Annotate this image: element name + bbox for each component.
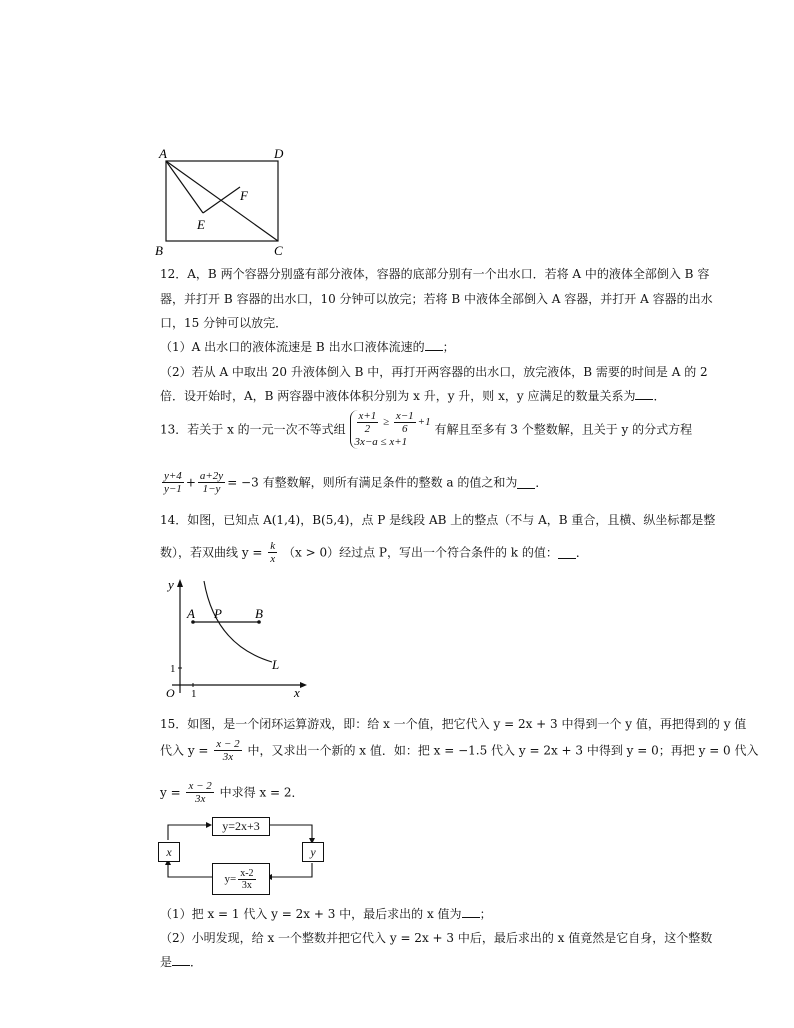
box-fraction [212,863,270,895]
q15-part2b [160,954,202,970]
box-fraction-pre: y= [224,873,237,885]
fraction-denominator: y−1 [164,483,182,495]
label-E: E [197,217,205,232]
label-A: A [187,606,195,621]
answer-blank [425,339,443,351]
answer-blank [558,547,576,559]
fraction-denominator: x [270,553,276,565]
q12-part2b [160,388,665,404]
q15-part2b-text: 是 [160,955,173,969]
answer-blank [635,388,653,400]
label-A: A [159,146,167,161]
q13-line1 [160,410,692,449]
q12-part1-text: （1）A 出水口的液体流速是 B 出水口液体流速的 [160,340,425,354]
inequality-system [350,410,431,449]
label-y: y [168,577,174,592]
fraction [162,470,184,495]
fraction-denominator: 3x [194,793,206,805]
q13-eq-post: 有整数解，则所有满足条件的整数 a 的值之和为 [262,475,518,490]
q12-part1 [160,339,455,355]
q13-end: ． [535,475,548,490]
diagonal-ac [166,161,278,241]
q13-line2 [160,470,547,495]
arrow-top-to-y [268,825,312,840]
label-C: C [274,243,283,258]
arrow-y-to-bottom [270,863,312,877]
segment-ae [166,161,203,213]
q14-line2-b: （x > 0）经过点 P，写出一个符合条件的 k 的值： [283,545,558,560]
q13-post: 有解且至多有 3 个整数解，且关于 y 的分式方程 [434,422,693,437]
fraction-numerator: x−1 [395,410,414,422]
label-x-one: 1 [191,688,197,700]
label-x: x [294,685,300,700]
q12-part2b-end: ． [653,389,666,403]
label-B: B [155,243,163,258]
fraction-numerator: x-2 [240,867,254,879]
label-D: D [274,146,284,161]
label-y-one: 1 [170,663,176,675]
arrow-bottom-to-x [168,863,212,877]
q15-line3 [160,780,304,805]
rectangle-figure [150,145,300,260]
inequality-2: 3x−a ≤ x+1 [354,436,408,448]
fraction [394,410,416,435]
q12-part2b-text: 倍．设开始时，A，B 两容器中液体体积分别为 x 升，y 升，则 x，y 应满足的数量关系为 [160,389,636,403]
fraction [357,410,379,435]
label-B: B [255,606,263,621]
q14-line2-a: 数），若双曲线 y = [160,545,263,560]
q13-pre: 13．若关于 x 的一元一次不等式组 [160,422,346,437]
equation-rhs: = −3 [227,475,259,490]
hyperbola-graph [160,575,310,700]
arrow-x-to-top [168,825,208,840]
q14-line2 [160,540,588,565]
fraction [186,780,213,805]
q15-line2 [160,738,759,763]
plus-sign: + [185,475,196,490]
fraction-numerator: y+4 [164,470,182,482]
fraction [268,540,277,565]
q14-end: ． [575,545,588,560]
answer-blank [462,906,480,918]
y-axis-arrow-icon [177,579,183,587]
fraction [214,738,241,763]
fraction-numerator: k [270,540,276,552]
fraction-numerator: x − 2 [188,780,212,792]
q12-line2: 器，并打开 B 容器的出水口，10 分钟可以放完；若将 B 中液体全部倒入 A 容器，并打开 A 容器的出水 [160,292,713,306]
label-P: P [214,606,222,621]
box-x: x [158,842,180,862]
x-axis-arrow-icon [300,682,307,688]
q15-line3-b: 中求得 x = 2． [219,785,304,800]
fraction-numerator: x − 2 [216,738,240,750]
q15-line1: 15．如图，是一个闭环运算游戏，即：给 x 一个值，把它代入 y = 2x + 3 中得到一个 y 值，再把得到的 y 值 [160,717,747,731]
ge-sign: ≥ [383,416,390,429]
fraction-denominator: 2 [364,423,371,435]
answer-blank [172,954,190,966]
q12-part2a: （2）若从 A 中取出 20 升液体倒入 B 中，再打开两容器的出水口，放完液体，B 需要的时间是 A 的 2 [160,365,708,379]
q15-part1-text: （1）把 x = 1 代入 y = 2x + 3 中，最后求出的 x 值为 [160,907,462,921]
fraction [238,868,255,891]
fraction [198,470,225,495]
q12-part1-end: ； [442,340,455,354]
q12-line3: 口，15 分钟可以放完． [160,316,288,330]
label-L: L [272,657,280,672]
loop-diagram [150,815,340,895]
q15-part2b-end: ． [190,955,203,969]
fraction-denominator: 3x [222,751,234,763]
fraction-numerator: a+2y [199,470,224,482]
label-O: O [166,686,175,700]
q15-part1 [160,906,492,922]
q15-line2-a: 代入 y = [160,743,209,758]
fraction-denominator: 3x [241,879,252,891]
box-y: y [302,842,324,862]
fraction-denominator: 1−y [202,483,221,495]
box-linear: y=2x+3 [212,817,270,836]
q15-line3-a: y = [160,785,181,800]
fraction-numerator: x+1 [358,410,377,422]
q15-line2-b: 中，又求出一个新的 x 值．如：把 x = −1.5 代入 y = 2x + 3 中得到 y = 0；再把 y = 0 代入 [247,743,759,758]
fraction-denominator: 6 [402,423,408,435]
label-F: F [240,188,248,203]
q14-line1: 14．如图，已知点 A(1,4)，B(5,4)，点 P 是线段 AB 上的整点（不与 A，B 重合，且横、纵坐标都是整 [160,513,716,527]
q12-line1: 12．A，B 两个容器分别盛有部分液体，容器的底部分别有一个出水口．若将 A 中的液体全部倒入 B 容 [160,267,710,281]
answer-blank [517,477,535,489]
q15-part2: （2）小明发现，给 x 一个整数并把它代入 y = 2x + 3 中后，最后求出的 x 值竟然是它自身，这个整数 [160,931,713,945]
q15-part1-end: ； [479,907,492,921]
plus-one: +1 [417,416,431,429]
